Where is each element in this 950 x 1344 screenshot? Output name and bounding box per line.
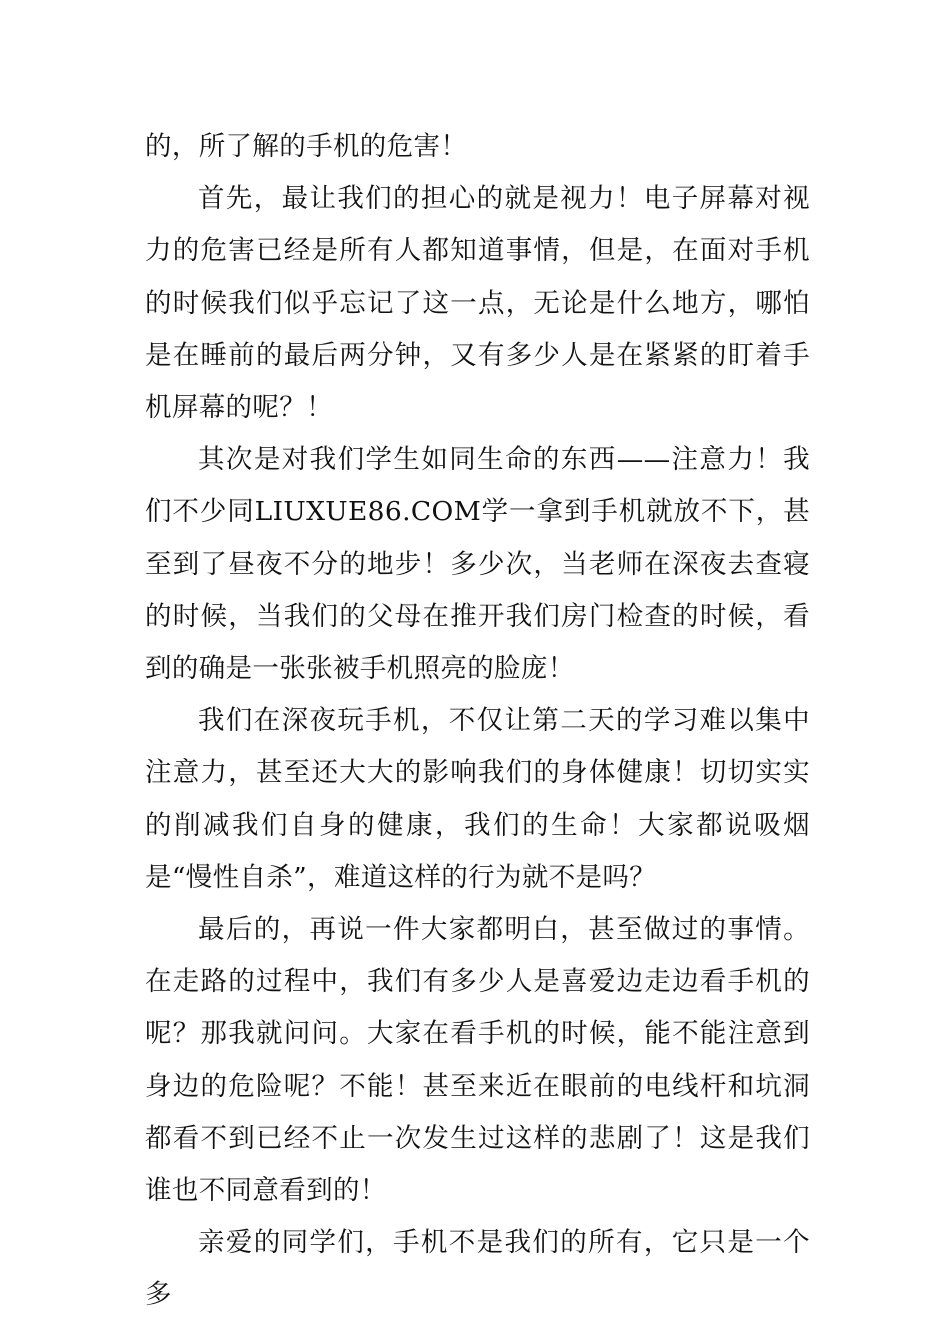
paragraph-eyesight: 首先，最让我们的担心的就是视力！电子屏幕对视力的危害已经是所有人都知道事情，但是，在面对手机的时候我们似乎忘记了这一点，无论是什么地方，哪怕是在睡前的最后两分钟，又有多少人是在紧紧的盯着手机屏幕的呢？！: [145, 183, 810, 424]
document-body: [145, 121, 810, 1322]
paragraph-closing: 亲爱的同学们，手机不是我们的所有，它只是一个多: [145, 1227, 810, 1311]
paragraph-attention: 其次是对我们学生如同生命的东西——注意力！我们不少同LIUXUE86.COM学一拿到手机就放不下，甚至到了昼夜不分的地步！多少次，当老师在深夜去查寝的时候，当我们的父母在推开我们房门检查的时候，看到的确是一张张被手机照亮的脸庞！: [145, 444, 810, 685]
paragraph-continued: 的，所了解的手机的危害！: [145, 131, 468, 162]
paragraph-walking: 最后的，再说一件大家都明白，甚至做过的事情。在走路的过程中，我们有多少人是喜爱边走边看手机的呢？那我就问问。大家在看手机的时候，能不能注意到身边的危险呢？不能！甚至来近在眼前的电线杆和坑洞都看不到已经不止一次发生过这样的悲剧了！这是我们谁也不同意看到的！: [145, 914, 810, 1207]
paragraph-health: 我们在深夜玩手机，不仅让第二天的学习难以集中注意力，甚至还大大的影响我们的身体健康！切切实实的削减我们自身的健康，我们的生命！大家都说吸烟是“慢性自杀”，难道这样的行为就不是吗？: [145, 705, 810, 893]
